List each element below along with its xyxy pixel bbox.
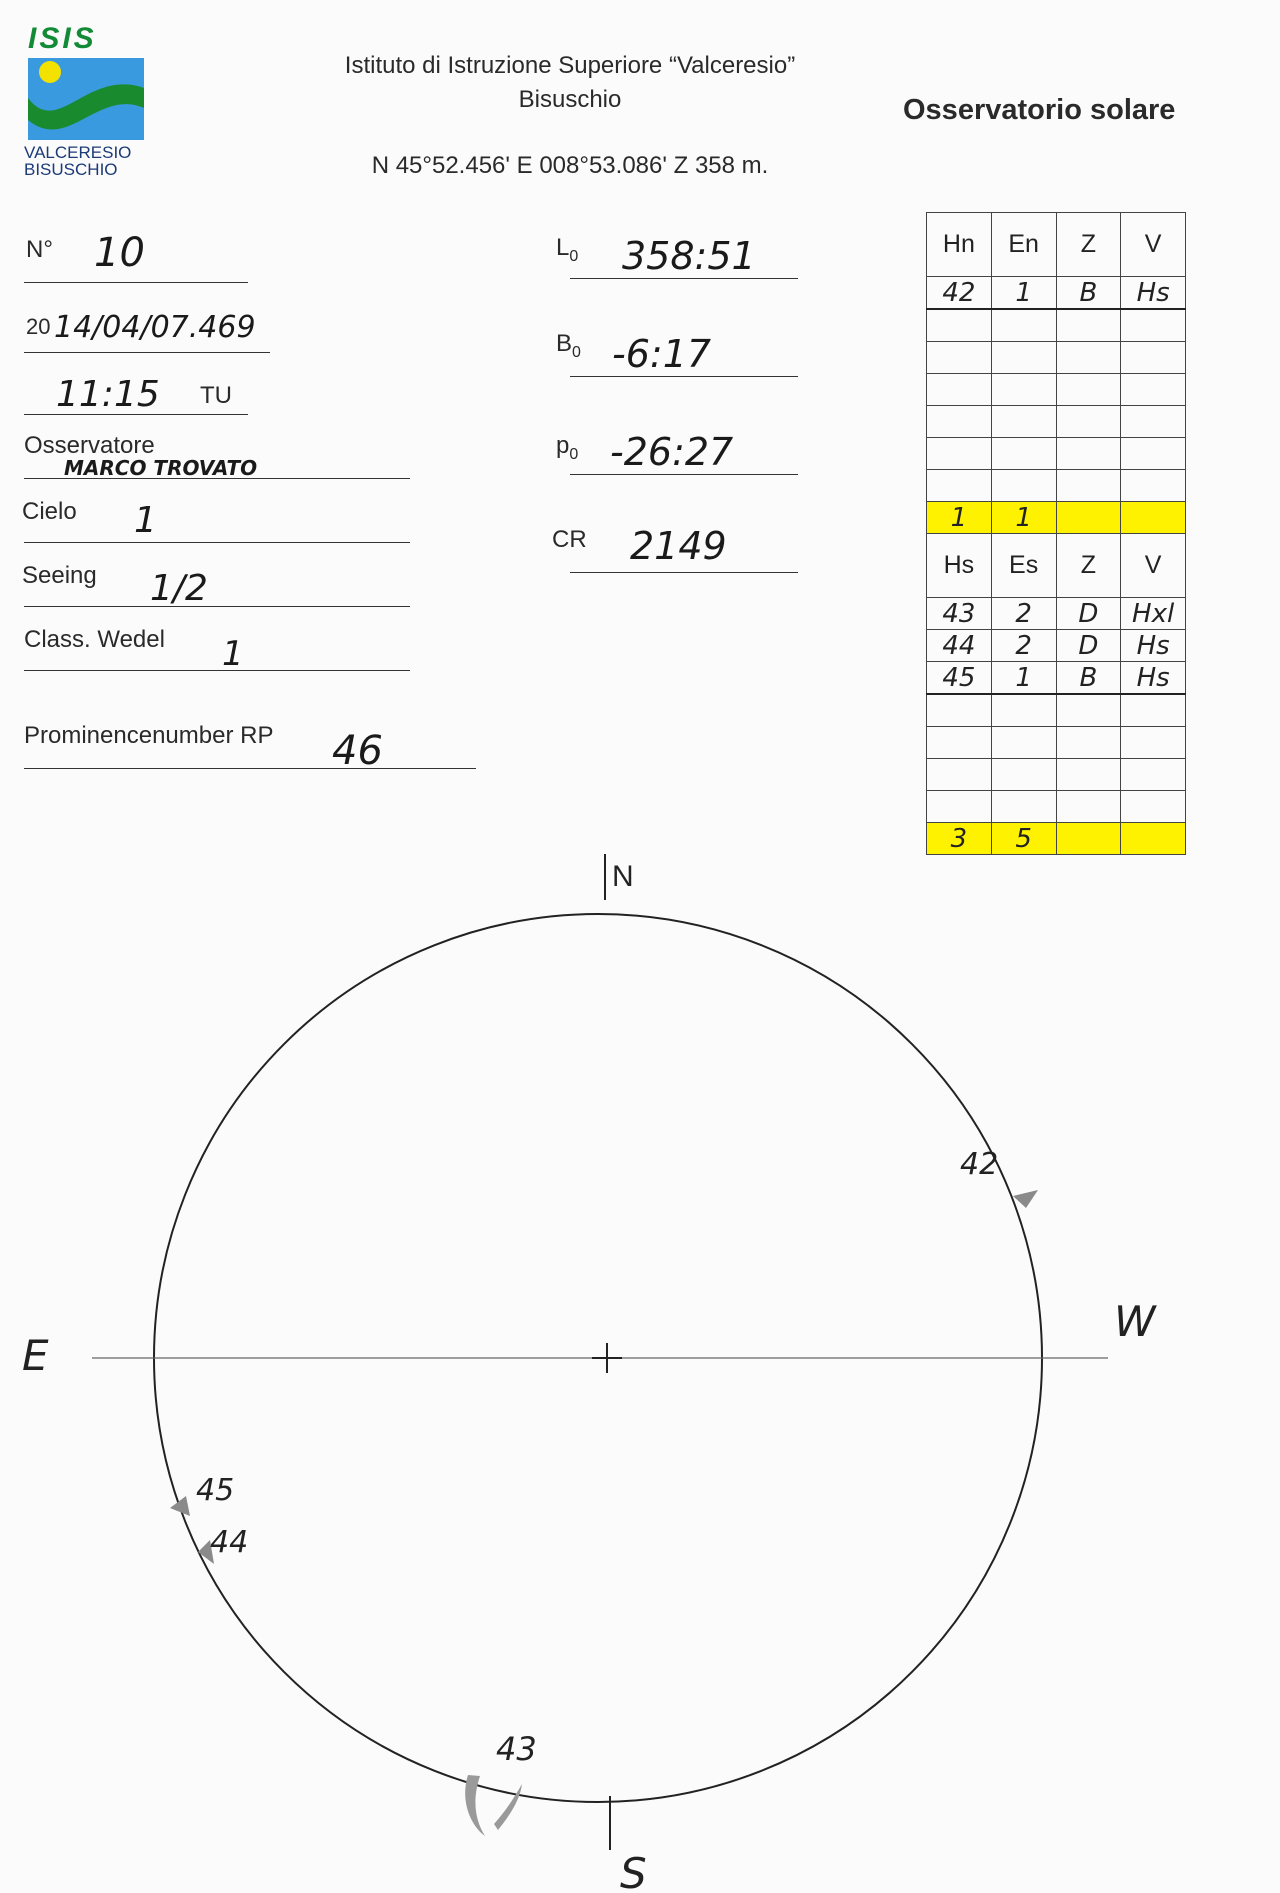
number-label: N° [26, 236, 53, 263]
institute-logo [28, 58, 144, 140]
table-row [927, 791, 1186, 823]
p0-subscript: 0 [569, 445, 579, 463]
wedel-value: 1 [222, 634, 244, 674]
prominence-42-label: 42 [960, 1147, 999, 1182]
north-total-row [927, 502, 1186, 534]
b0-value: -6:17 [612, 332, 712, 376]
col-header: Es [991, 534, 1056, 598]
west-label: W [1114, 1297, 1156, 1346]
slash-cell [1056, 502, 1121, 534]
solar-disk-diagram [0, 840, 1280, 1893]
wedel-underline [24, 670, 410, 671]
l0-subscript: 0 [569, 247, 579, 265]
cr-label: CR [552, 526, 587, 553]
seeing-label: Seeing [22, 562, 97, 589]
table-cell: 2 [991, 598, 1056, 630]
table-cell: 2 [991, 630, 1056, 662]
col-header: Z [1056, 534, 1121, 598]
table-row [927, 727, 1186, 759]
col-header: V [1121, 534, 1186, 598]
prominence-value: 46 [332, 728, 383, 774]
prominence-label: Prominencenumber RP [24, 722, 274, 749]
sky-underline [24, 542, 410, 543]
table-cell: 44 [927, 630, 992, 662]
l0-underline [570, 278, 798, 279]
col-header: En [991, 213, 1056, 277]
total-cell: 3 [927, 823, 992, 855]
number-value: 10 [94, 230, 145, 276]
time-value: 11:15 [56, 374, 160, 415]
prominence-43-label: 43 [496, 1730, 537, 1768]
prominence-45-label: 45 [196, 1473, 235, 1508]
table-cell: Hs [1121, 662, 1186, 695]
b0-underline [570, 376, 798, 377]
prominence-42-sketch [1013, 1190, 1038, 1208]
slash-cell [1121, 502, 1186, 534]
observer-value: MARCO TROVATO [64, 456, 258, 480]
prominence-underline [24, 768, 476, 769]
col-header: Hn [927, 213, 992, 277]
table-cell: Hs [1121, 630, 1186, 662]
table-cell: Hs [1121, 277, 1186, 310]
page-title: Osservatorio solare [903, 94, 1176, 126]
col-header: Z [1056, 213, 1121, 277]
seeing-underline [24, 606, 410, 607]
institute-name: Istituto di Istruzione Superiore “Valceresio” [344, 52, 796, 79]
table-cell: Hxl [1121, 598, 1186, 630]
table-row [927, 309, 1186, 342]
cr-underline [570, 572, 798, 573]
north-label: N [612, 860, 634, 893]
table-cell: B [1056, 277, 1121, 310]
table-row [927, 694, 1186, 727]
sky-label: Cielo [22, 498, 77, 525]
table-cell: 42 [927, 277, 992, 310]
observatory-coordinates: N 45°52.456' E 008°53.086' Z 358 m. [371, 152, 769, 179]
cr-value: 2149 [630, 524, 727, 568]
col-header: Hs [927, 534, 992, 598]
table-cell: 1 [991, 277, 1056, 310]
number-underline [24, 282, 248, 283]
table-row [927, 470, 1186, 502]
prominence-44-label: 44 [210, 1525, 249, 1560]
logo-caption [24, 144, 164, 178]
time-unit: TU [200, 382, 232, 409]
table-row [927, 759, 1186, 791]
table-cell: D [1056, 630, 1121, 662]
observer-label: Osservatore [24, 432, 155, 459]
wedel-label: Class. Wedel [24, 626, 165, 653]
table-cell: 45 [927, 662, 992, 695]
p0-value: -26:27 [610, 430, 734, 474]
date-value: 14/04/07.469 [54, 310, 256, 345]
total-cell: 1 [927, 502, 992, 534]
logo-wordmark: ISIS [28, 22, 97, 55]
seeing-value: 1/2 [150, 568, 208, 609]
logo-caption-line-1: VALCERESIO [24, 143, 132, 162]
logo-caption-line-2: BISUSCHIO [24, 160, 118, 179]
east-label: E [22, 1331, 49, 1380]
b0-label: $B_0$ [556, 330, 581, 361]
time-underline [24, 414, 248, 415]
p0-label: $p_0$ [556, 432, 579, 463]
table-row [927, 406, 1186, 438]
table-cell: 43 [927, 598, 992, 630]
col-header: V [1121, 213, 1186, 277]
table-row [927, 438, 1186, 470]
p0-underline [570, 474, 798, 475]
south-label: S [620, 1849, 647, 1893]
institute-town: Bisuschio [518, 86, 622, 113]
table-row [927, 342, 1186, 374]
l0-value: 358:51 [622, 234, 756, 278]
table-cell: D [1056, 598, 1121, 630]
table-cell: B [1056, 662, 1121, 695]
table-cell: 1 [991, 662, 1056, 695]
table-row [927, 374, 1186, 406]
b0-subscript: 0 [572, 343, 581, 361]
sky-value: 1 [134, 500, 157, 541]
north-prominence-table [926, 212, 1186, 855]
total-cell: 1 [991, 502, 1056, 534]
l0-label: $L_0$ [556, 234, 579, 265]
date-underline [24, 352, 270, 353]
prominence-45-sketch [170, 1496, 190, 1516]
observer-underline [24, 478, 410, 479]
prominence-43-sketch [465, 1775, 485, 1836]
logo-wave-icon [28, 58, 144, 140]
date-prefix: 20 [26, 314, 51, 339]
total-cell: 5 [991, 823, 1056, 855]
